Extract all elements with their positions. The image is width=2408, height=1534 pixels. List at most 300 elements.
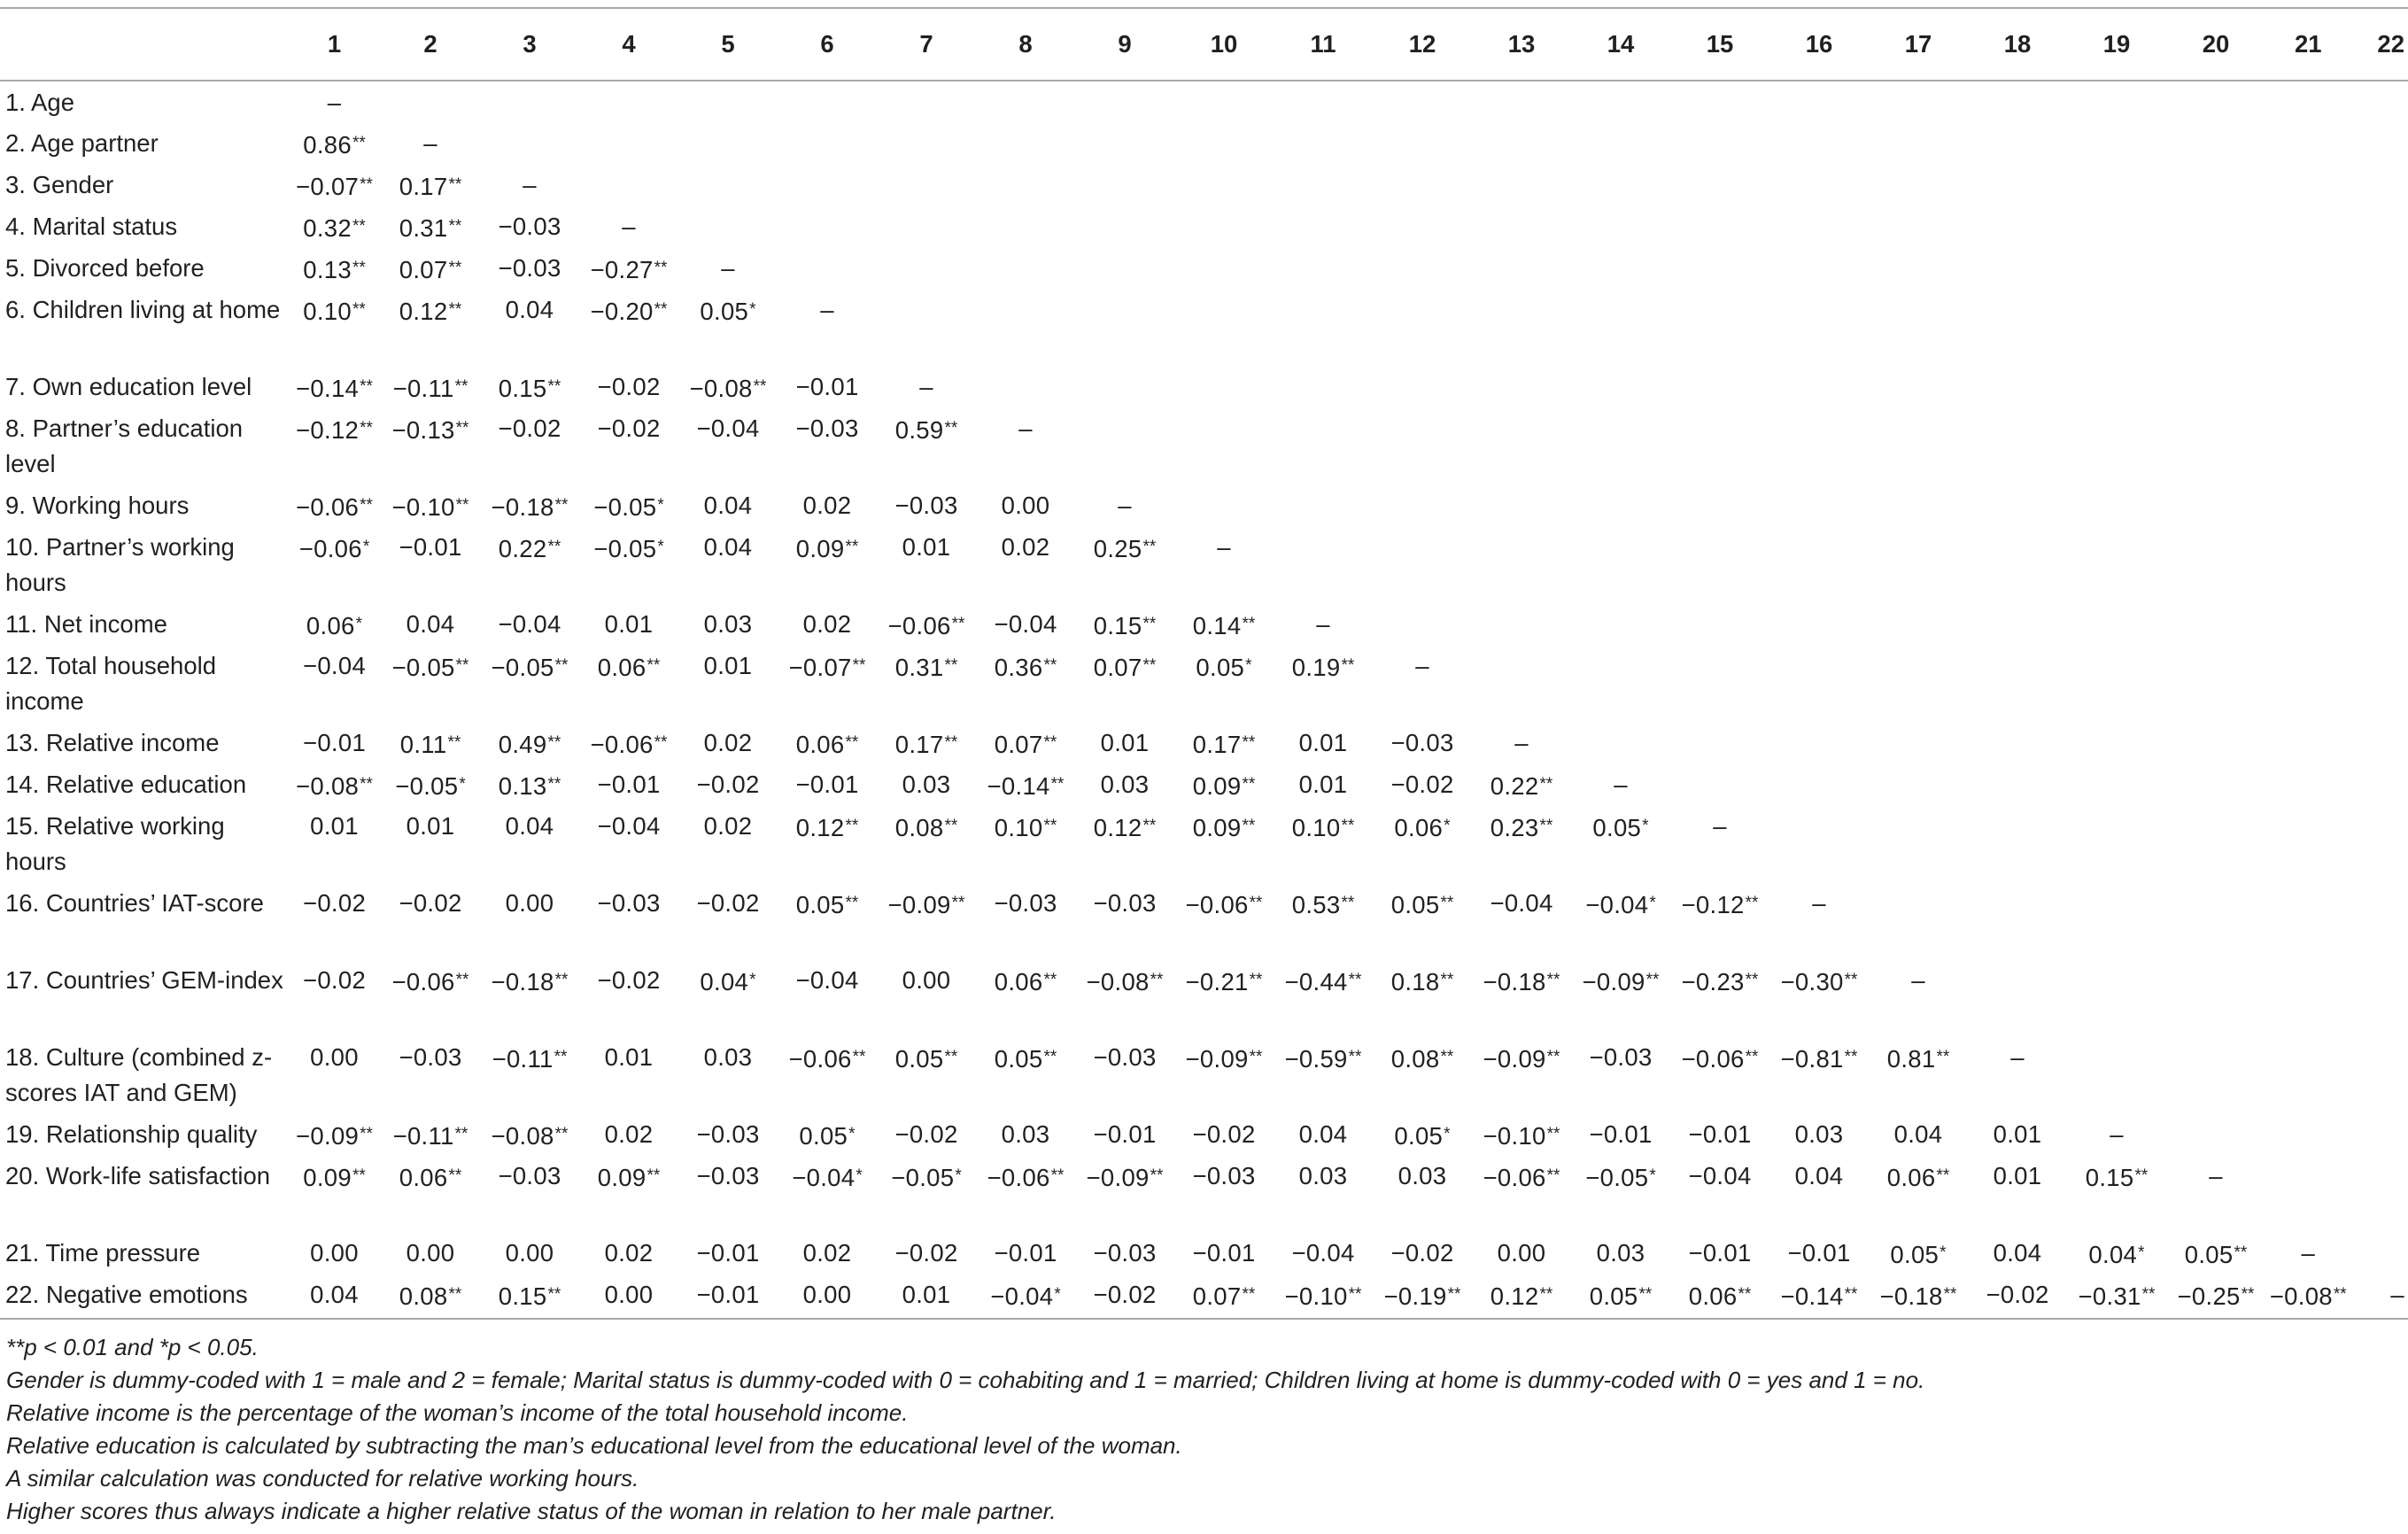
significance-stars: ** [1341, 817, 1355, 835]
table-cell [1571, 164, 1670, 205]
table-cell: 0.06** [399, 1164, 462, 1191]
table-cell [2166, 407, 2265, 484]
table-row [0, 805, 2408, 882]
significance-stars: ** [360, 377, 373, 396]
table-body [0, 81, 2408, 1319]
table-cell: 0.05** [2184, 1241, 2248, 1268]
significance-stars: ** [352, 217, 366, 236]
table-row [0, 1155, 2408, 1232]
table-cell [480, 122, 579, 164]
table-cell [1571, 122, 1670, 164]
table-cell: −0.08** [491, 1122, 569, 1150]
table-cell: 0.04 [1893, 1120, 1943, 1148]
footnote-line: Relative education is calculated by subtracting the man’s educational level from the educational level of the woman. [6, 1432, 1182, 1459]
table-cell: 0.00 [310, 1239, 359, 1267]
table-cell [1869, 805, 1968, 882]
table-cell [2166, 805, 2265, 882]
table-cell [1769, 763, 1869, 805]
table-cell: −0.06** [788, 1045, 866, 1073]
table-cell: −0.09** [1086, 1164, 1164, 1191]
significance-stars: ** [447, 733, 461, 752]
table-cell [1472, 81, 1571, 122]
table-row [0, 122, 2408, 164]
table-cell: −0.01 [597, 771, 661, 798]
column-header-17: 17 [1869, 8, 1968, 81]
table-row [0, 247, 2408, 289]
table-cell [2265, 603, 2351, 645]
table-cell: 0.12** [399, 298, 462, 325]
column-header-9: 9 [1075, 8, 1174, 81]
significance-stars: ** [1745, 894, 1759, 912]
table-cell: −0.04* [976, 1274, 1075, 1319]
table-cell [2067, 763, 2166, 805]
table-cell: −0.03 [696, 1162, 760, 1189]
table-cell: – [1217, 533, 1231, 561]
table-cell: 0.01 [406, 812, 455, 840]
table-cell: −0.07** [788, 654, 866, 681]
table-cell: −0.02 [1968, 1274, 2067, 1319]
table-cell [2265, 122, 2351, 164]
table-cell [1373, 164, 1472, 205]
table-cell: 0.09** [1192, 814, 1256, 841]
table-cell [1670, 164, 1769, 205]
table-cell [778, 81, 877, 122]
table-cell: −0.06** [1681, 1045, 1759, 1073]
table-cell: 0.12** [1472, 1274, 1571, 1319]
table-cell [1869, 366, 1968, 407]
significance-stars: ** [2333, 1285, 2347, 1304]
significance-stars: ** [352, 300, 366, 319]
table-cell: −0.08** [296, 772, 373, 800]
table-cell [2351, 289, 2408, 366]
table-cell: 0.08** [894, 814, 958, 841]
table-cell [2265, 1036, 2351, 1113]
table-cell: – [1018, 414, 1033, 442]
row-label: 5. Divorced before [5, 254, 205, 282]
table-row [0, 366, 2408, 407]
significance-stars: ** [1249, 1048, 1263, 1066]
table-row [0, 722, 2408, 763]
table-cell: – [327, 89, 342, 116]
table-cell: 0.01 [1993, 1162, 2042, 1189]
table-cell: 0.09** [795, 535, 859, 562]
table-cell: −0.06** [987, 1164, 1065, 1191]
significance-stars: ** [448, 1285, 462, 1304]
table-cell: – [820, 296, 834, 323]
table-cell [1174, 484, 1274, 526]
significance-stars: * [856, 1166, 863, 1185]
table-cell [1769, 645, 1869, 722]
table-cell [2351, 484, 2408, 526]
row-label: 22. Negative emotions [0, 1274, 288, 1319]
significance-stars: ** [1142, 538, 1157, 556]
significance-stars: ** [1638, 1285, 1653, 1304]
row-label: 4. Marital status [5, 213, 178, 240]
table-cell [2265, 164, 2351, 205]
significance-stars: ** [1546, 1166, 1560, 1185]
table-cell [1869, 882, 1968, 959]
significance-stars: ** [654, 733, 668, 752]
table-cell [1670, 247, 1769, 289]
footnote-line: Relative income is the percentage of the woman’s income of the total household income. [6, 1399, 909, 1426]
table-cell [1769, 122, 1869, 164]
significance-stars: ** [360, 1125, 373, 1143]
table-cell: 0.01 [703, 652, 753, 679]
table-cell [2265, 882, 2351, 959]
table-cell: 0.15** [498, 375, 561, 402]
table-cell [2265, 407, 2351, 484]
table-cell [2067, 122, 2166, 164]
table-cell [2166, 164, 2265, 205]
significance-stars: ** [455, 656, 469, 675]
table-cell [2067, 526, 2166, 603]
table-cell: 0.04 [1298, 1120, 1348, 1148]
table-cell: −0.03 [1093, 1043, 1157, 1071]
table-row [0, 1274, 2408, 1319]
row-label: 21. Time pressure [5, 1239, 201, 1267]
table-cell: 0.00 [778, 1274, 877, 1319]
table-cell [1472, 366, 1571, 407]
table-cell [1769, 484, 1869, 526]
table-cell [678, 205, 778, 247]
table-cell [976, 289, 1075, 366]
table-row [0, 407, 2408, 484]
table-cell: – [2209, 1162, 2223, 1189]
table-cell: 0.05* [1592, 814, 1649, 841]
header-label-cell [0, 8, 288, 81]
significance-stars: ** [1050, 775, 1065, 794]
column-header-1: 1 [288, 8, 381, 81]
significance-stars: ** [1150, 971, 1164, 989]
table-cell [1274, 484, 1373, 526]
table-cell: −0.02 [302, 966, 367, 994]
significance-stars: ** [360, 775, 373, 794]
table-cell [976, 164, 1075, 205]
column-header-18: 18 [1968, 8, 2067, 81]
table-cell: 0.06** [1670, 1274, 1769, 1319]
significance-stars: ** [1546, 1048, 1560, 1066]
table-row [0, 205, 2408, 247]
significance-stars: ** [1844, 1048, 1858, 1066]
table-cell [2166, 645, 2265, 722]
table-cell: −0.06** [391, 968, 469, 996]
table-row [0, 1232, 2408, 1274]
significance-stars: ** [455, 496, 469, 515]
table-cell [1075, 164, 1174, 205]
table-cell: 0.06* [306, 612, 363, 639]
significance-stars: ** [1348, 971, 1362, 989]
correlation-table [0, 7, 2408, 1320]
table-cell [1769, 805, 1869, 882]
table-cell [1968, 484, 2067, 526]
table-cell [1869, 722, 1968, 763]
table-cell: −0.03 [894, 492, 958, 519]
table-cell [1571, 366, 1670, 407]
significance-stars: ** [1539, 775, 1553, 794]
table-cell: 0.31** [399, 214, 462, 242]
column-header-19: 19 [2067, 8, 2166, 81]
table-cell: −0.02 [1192, 1120, 1256, 1148]
table-cell: 0.07** [399, 256, 462, 283]
table-cell [1670, 722, 1769, 763]
table-cell [1769, 247, 1869, 289]
significance-stars: ** [654, 259, 668, 277]
table-cell [2166, 882, 2265, 959]
table-cell [2351, 526, 2408, 603]
footnote-line: Higher scores thus always indicate a higher relative status of the woman in relation to her male partner. [6, 1498, 1057, 1524]
significance-stars: ** [1341, 894, 1355, 912]
footnote-line: A similar calculation was conducted for relative working hours. [6, 1465, 639, 1491]
table-cell [2265, 959, 2351, 1036]
table-cell: 0.00 [406, 1239, 455, 1267]
significance-stars: ** [944, 419, 958, 438]
significance-stars: ** [1546, 1125, 1560, 1143]
table-cell [2166, 366, 2265, 407]
table-cell: 0.17** [399, 173, 462, 200]
table-cell [1670, 484, 1769, 526]
table-cell: 0.04 [406, 610, 455, 638]
table-cell [2166, 205, 2265, 247]
table-cell: 0.00 [505, 1239, 554, 1267]
table-cell [976, 81, 1075, 122]
significance-stars: ** [944, 1048, 958, 1066]
significance-stars: ** [1242, 733, 1256, 752]
table-cell: −0.02 [1075, 1274, 1174, 1319]
table-cell [1174, 289, 1274, 366]
table-cell [2351, 882, 2408, 959]
table-cell [1571, 205, 1670, 247]
significance-stars: * [1649, 894, 1656, 912]
table-cell [2265, 526, 2351, 603]
table-cell [579, 122, 678, 164]
table-cell: 0.10** [303, 298, 366, 325]
table-cell: −0.14** [296, 375, 373, 402]
table-cell [2351, 959, 2408, 1036]
significance-stars: ** [2134, 1166, 2149, 1185]
table-cell: −0.02 [597, 373, 661, 400]
table-cell: 0.06** [1886, 1164, 1950, 1191]
table-cell: 0.14** [1192, 612, 1256, 639]
significance-stars: ** [1043, 733, 1057, 752]
table-cell [1968, 247, 2067, 289]
table-cell: −0.06** [1185, 891, 1263, 918]
table-header-row [0, 8, 2408, 81]
table-cell: −0.08** [689, 375, 767, 402]
table-cell [1174, 247, 1274, 289]
significance-stars: ** [547, 775, 561, 794]
table-cell: 0.03 [1794, 1120, 1844, 1148]
significance-stars: ** [554, 1125, 569, 1143]
table-cell [1769, 366, 1869, 407]
column-header-4: 4 [579, 8, 678, 81]
table-cell [1472, 205, 1571, 247]
table-cell: −0.08** [1086, 968, 1164, 996]
table-cell [1373, 81, 1472, 122]
table-cell [480, 81, 579, 122]
table-cell [1571, 722, 1670, 763]
table-cell: −0.01 [795, 373, 859, 400]
table-cell [1274, 81, 1373, 122]
table-cell [2166, 959, 2265, 1036]
significance-stars: ** [547, 1285, 561, 1304]
table-cell [1869, 484, 1968, 526]
table-cell [678, 164, 778, 205]
table-cell [877, 205, 976, 247]
table-cell: −0.02 [1390, 1239, 1454, 1267]
table-cell [1571, 407, 1670, 484]
table-cell: 0.09** [1192, 772, 1256, 800]
table-cell [2265, 805, 2351, 882]
significance-stars: ** [1043, 971, 1057, 989]
table-cell: – [1514, 729, 1529, 756]
column-header-16: 16 [1769, 8, 1869, 81]
table-cell: −0.03 [696, 1120, 760, 1148]
table-cell: – [423, 129, 437, 157]
table-cell: – [1812, 889, 1826, 917]
table-cell [2067, 407, 2166, 484]
table-cell [2067, 164, 2166, 205]
table-cell: −0.02 [894, 1239, 958, 1267]
table-cell: 0.05** [1571, 1274, 1670, 1319]
table-cell: – [523, 171, 537, 198]
table-row [0, 763, 2408, 805]
table-cell: −0.02 [597, 966, 661, 994]
table-cell [1075, 289, 1174, 366]
table-cell [1968, 526, 2067, 603]
table-cell: 0.02 [802, 492, 852, 519]
significance-stars: ** [845, 538, 859, 556]
table-cell: 0.01 [1298, 729, 1348, 756]
table-cell: 0.06** [597, 654, 661, 681]
table-cell [2166, 122, 2265, 164]
table-cell: 0.03 [1100, 771, 1150, 798]
table-row [0, 1113, 2408, 1155]
table-cell: 0.04* [700, 968, 756, 996]
table-cell [1174, 122, 1274, 164]
table-cell: 0.00 [1497, 1239, 1546, 1267]
table-cell: −0.05** [391, 654, 469, 681]
table-cell: – [2351, 1274, 2408, 1319]
table-cell [2067, 1036, 2166, 1113]
table-cell [2067, 603, 2166, 645]
table-cell [1472, 289, 1571, 366]
table-cell: −0.03 [1192, 1162, 1256, 1189]
significance-stars: ** [352, 259, 366, 277]
table-cell [2067, 805, 2166, 882]
table-cell: 0.04 [703, 533, 753, 561]
table-row [0, 959, 2408, 1036]
significance-stars: ** [1348, 1048, 1362, 1066]
table-cell: 0.00 [505, 889, 554, 917]
significance-stars: ** [1242, 1285, 1256, 1304]
table-cell: 0.22** [1490, 772, 1553, 800]
table-cell [1075, 407, 1174, 484]
row-label: 11. Net income [5, 610, 167, 638]
significance-stars: ** [554, 1048, 568, 1066]
table-cell: 0.02 [703, 729, 753, 756]
column-header-15: 15 [1670, 8, 1769, 81]
table-cell [1670, 526, 1769, 603]
table-cell [1968, 645, 2067, 722]
table-cell [2067, 722, 2166, 763]
table-cell [1968, 289, 2067, 366]
table-cell [1274, 526, 1373, 603]
table-cell [1373, 247, 1472, 289]
table-cell: 0.04 [1794, 1162, 1844, 1189]
table-cell [2166, 1113, 2265, 1155]
table-cell [2265, 205, 2351, 247]
significance-stars: * [2138, 1243, 2145, 1262]
significance-stars: ** [1936, 1166, 1950, 1185]
significance-stars: ** [1348, 1285, 1362, 1304]
table-cell [1670, 81, 1769, 122]
table-cell [2067, 484, 2166, 526]
table-cell [381, 81, 480, 122]
row-label: 9. Working hours [5, 492, 190, 519]
table-cell: 0.15** [480, 1274, 579, 1319]
table-cell: −0.06** [887, 612, 965, 639]
table-cell [1869, 763, 1968, 805]
table-cell [2166, 289, 2265, 366]
table-row [0, 164, 2408, 205]
table-cell [976, 205, 1075, 247]
table-cell [778, 122, 877, 164]
table-cell: −0.05* [1585, 1164, 1656, 1191]
significance-stars: ** [1844, 1285, 1858, 1304]
table-cell: 0.04* [2088, 1241, 2145, 1268]
table-cell: −0.09** [1185, 1045, 1263, 1073]
table-cell [1968, 603, 2067, 645]
table-cell [2067, 882, 2166, 959]
table-cell: −0.30** [1780, 968, 1858, 996]
significance-stars: ** [1936, 1048, 1950, 1066]
significance-stars: * [362, 538, 370, 556]
table-cell [2265, 81, 2351, 122]
significance-stars: * [1649, 1166, 1656, 1185]
significance-stars: ** [1142, 656, 1157, 675]
table-cell: −0.59** [1284, 1045, 1362, 1073]
table-cell: 0.12** [795, 814, 859, 841]
table-cell: −0.04 [498, 610, 561, 638]
table-cell: 0.11** [399, 731, 461, 758]
table-cell [2067, 366, 2166, 407]
table-cell [2265, 366, 2351, 407]
table-cell: −0.04 [795, 966, 859, 994]
table-cell [2166, 1036, 2265, 1113]
table-cell [1571, 247, 1670, 289]
table-cell: −0.06* [298, 535, 370, 562]
table-cell [877, 247, 976, 289]
table-cell: 0.05** [894, 1045, 958, 1073]
footnote-line: Gender is dummy-coded with 1 = male and 2 = female; Marital status is dummy-coded with 0 = cohabiting and 1 = married; Children living at home is dummy-coded with 0 = yes and 1 = no. [6, 1367, 1925, 1393]
table-cell [1373, 603, 1472, 645]
table-cell: −0.06** [296, 493, 373, 521]
row-label: 15. Relative working hours [5, 812, 225, 875]
table-cell: 0.01 [604, 610, 654, 638]
table-cell: −0.01 [1589, 1120, 1653, 1148]
table-cell [678, 122, 778, 164]
table-row [0, 484, 2408, 526]
row-label: 19. Relationship quality [5, 1120, 258, 1148]
significance-stars: ** [360, 419, 373, 438]
row-label: 10. Partner’s working hours [5, 533, 235, 596]
table-cell [1373, 484, 1472, 526]
significance-stars: ** [1150, 1166, 1164, 1185]
table-cell: 0.36** [994, 654, 1057, 681]
table-cell [1670, 366, 1769, 407]
table-cell: 0.17** [1192, 731, 1256, 758]
significance-stars: ** [454, 1125, 468, 1143]
